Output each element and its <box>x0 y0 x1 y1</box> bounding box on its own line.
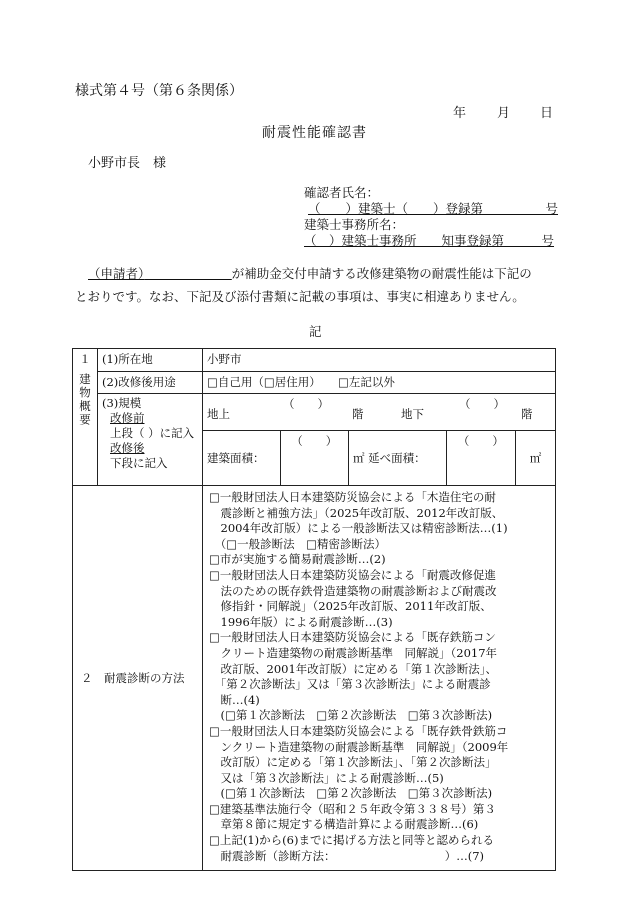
method-line: 耐震診断（診断方法： ）…(7) <box>209 848 485 863</box>
scale-before: 改修前 <box>110 411 145 425</box>
above-paren: （ ） <box>283 397 329 411</box>
floors-cell <box>203 394 556 431</box>
method-line: (□第１次診断法 □第２次診断法 □第３次診断法) <box>209 708 493 723</box>
addressee: 小野市長 様 <box>88 156 167 171</box>
use-value: □自己用（□居住用） □左記以外 <box>203 372 556 394</box>
method-line: (□第１次診断法 □第２次診断法 □第３次診断法) <box>209 786 493 801</box>
details-table <box>72 348 556 871</box>
scale-label-cell <box>98 394 203 486</box>
below-ground-label: 地下 <box>401 407 424 421</box>
below-paren: （ ） <box>459 397 505 411</box>
building-area-label: 建築面積： <box>203 431 281 486</box>
office-label: 建築士事務所名： <box>304 217 405 232</box>
statement-line1: （申請者） が補助金交付申請する改修建築物の耐震性能は下記の <box>88 266 532 281</box>
method-line: （□一般診断法 □精密診断法） <box>209 536 386 551</box>
method-line: クリート造建築物の耐震診断基準 同解説」（2017年 <box>209 645 498 660</box>
statement-line2: とおりです。なお、下記及び添付書類に記載の事項は、事実に相違ありません。 <box>75 289 525 304</box>
below-floors-unit: 階 <box>521 407 533 421</box>
method-line: □一般財団法人日本建築防災協会による「既存鉄筋コン <box>209 630 496 645</box>
applicant-field: （申請者） <box>88 266 145 281</box>
floor-area-label: 延べ面積： <box>368 451 426 465</box>
building-area-cell <box>280 431 348 486</box>
method-line: □建築基準法施行令（昭和２５年政令第３３８号）第３ <box>209 801 496 816</box>
method-line: ンクリート造建築物の耐震診断基準 同解説」（2009年 <box>209 739 509 754</box>
method-line: □市が実施する簡易耐震診断…(2) <box>209 552 386 567</box>
method-line: □一般財団法人日本建築防災協会による「耐震改修促進 <box>209 567 496 582</box>
method-line: □一般財団法人日本建築防災協会による「木造住宅の耐 <box>209 490 496 504</box>
scale-note2: 下段に記入 <box>110 456 168 470</box>
page-title: 耐震性能確認書 <box>262 125 367 141</box>
scale-note1: 上段（ ）に記入 <box>110 426 195 440</box>
method-line: 改訂版、2001年改訂版）に定める「第１次診断法」、 <box>209 661 498 676</box>
floor-area-paren: （ ） <box>457 434 504 448</box>
section1-cell <box>73 349 98 486</box>
office-registration-line: （ ）建築士事務所 知事登録第 号 <box>304 233 555 248</box>
method-line: 「第２次診断法」又は「第３次診断法」による耐震診 <box>209 677 491 692</box>
section2-heading-cell <box>73 486 203 871</box>
ki-heading: 記 <box>309 324 322 339</box>
date-month: 月 <box>497 106 511 121</box>
date-year: 年 <box>453 106 467 121</box>
scale-after: 改修後 <box>110 441 145 455</box>
confirmer-label: 確認者氏名： <box>304 185 380 200</box>
method-line: □一般財団法人日本建築防災協会による「既存鉄骨鉄筋コ <box>209 723 508 738</box>
floor-area-cell <box>446 431 515 486</box>
method-line: 又は「第３次診断法」による耐震診断…(5) <box>209 770 444 785</box>
method-line: 章第８節に規定する構造計算による耐震診断…(6) <box>209 817 479 832</box>
method-line: □上記(1)から(6)までに掲げる方法と同等と認められる <box>209 833 494 848</box>
methods-cell <box>203 486 556 871</box>
confirmer-license-line: （ ）建築士（ ）登録第 号 <box>308 201 559 216</box>
m2-unit-2: ㎡ <box>515 431 555 486</box>
method-line: 2004年改訂版）による一般診断法又は精密診断法…(1) <box>209 521 508 536</box>
scale-label: (3)規模 <box>102 396 142 410</box>
above-floors-unit: 階 <box>352 407 364 421</box>
section1-number: １ <box>79 352 91 366</box>
section2-number: ２ <box>81 671 93 686</box>
m2-unit-1: ㎡ <box>352 451 365 465</box>
use-label: (2)改修後用途 <box>98 372 203 394</box>
method-line: 断…(4) <box>209 692 260 707</box>
method-line: 修指針・同解説」（2025年改訂版、2011年改訂版、 <box>209 599 492 614</box>
method-line: 1996年版）による耐震診断…(3) <box>209 614 393 629</box>
location-value: 小野市 <box>203 349 556 372</box>
method-line: 震診断と補強方法」（2025年改訂版、2012年改訂版、 <box>209 505 504 520</box>
method-line: 改訂版）に定める「第１次診断法」、「第２次診断法」 <box>209 755 497 770</box>
section2-heading: 耐震診断の方法 <box>104 671 185 686</box>
section1-heading: 建物概要 <box>78 373 92 427</box>
building-area-paren: （ ） <box>291 434 338 448</box>
above-ground-label: 地上 <box>207 407 230 421</box>
location-label: (1)所在地 <box>98 349 203 372</box>
floor-area-label-cell <box>348 431 446 486</box>
method-line: 法のための既存鉄骨造建築物の耐震診断および耐震改 <box>209 583 497 598</box>
form-number: 様式第４号（第６条関係） <box>75 83 243 99</box>
date-day: 日 <box>540 106 554 121</box>
